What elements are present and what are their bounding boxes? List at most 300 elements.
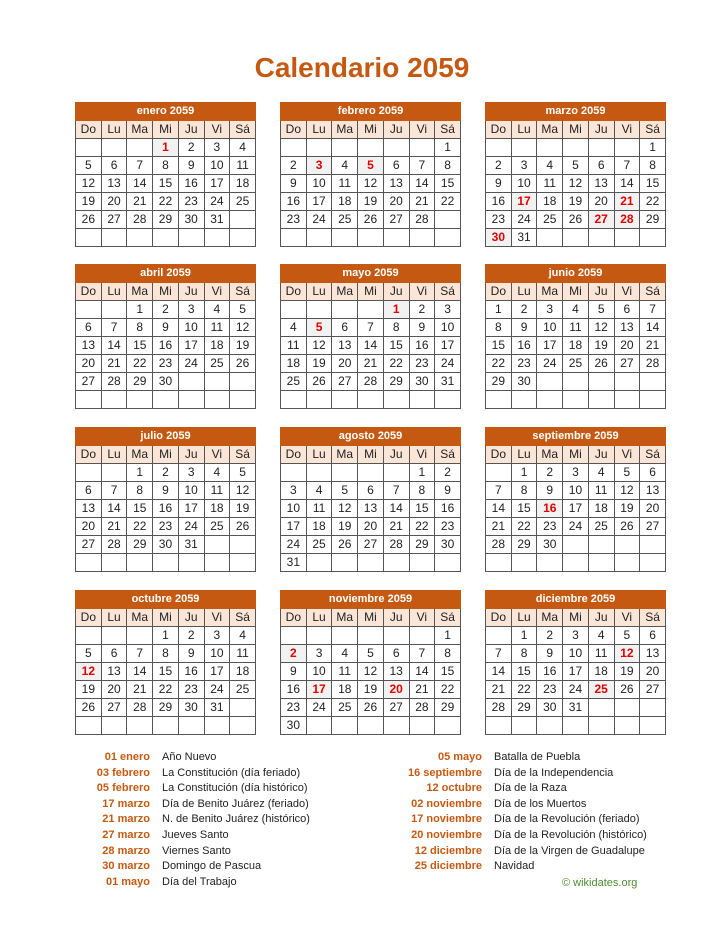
day-cell: 5: [306, 319, 332, 337]
weekday-header: Sá: [435, 446, 461, 464]
day-cell: 20: [640, 500, 666, 518]
day-cell: 25: [563, 355, 589, 373]
weekday-header: Do: [486, 283, 512, 301]
day-cell: 15: [153, 663, 179, 681]
day-cell: 22: [486, 355, 512, 373]
day-cell: [230, 717, 256, 735]
day-cell: 25: [230, 681, 256, 699]
day-cell: 5: [230, 301, 256, 319]
day-cell: 25: [281, 373, 307, 391]
month-name: marzo 2059: [486, 103, 666, 121]
weekday-header: Ma: [537, 609, 563, 627]
day-cell: [281, 139, 307, 157]
day-cell: [486, 627, 512, 645]
day-cell: 30: [537, 699, 563, 717]
day-cell: 20: [76, 518, 102, 536]
day-cell: 9: [281, 175, 307, 193]
day-cell: 16: [537, 663, 563, 681]
day-cell: 4: [230, 139, 256, 157]
day-cell: 4: [332, 157, 358, 175]
day-cell: 20: [614, 337, 640, 355]
day-cell: 1: [511, 627, 537, 645]
day-cell: [281, 301, 307, 319]
day-cell: 11: [204, 482, 230, 500]
day-cell: 27: [101, 699, 127, 717]
day-cell: 3: [204, 627, 230, 645]
day-cell: 12: [358, 663, 384, 681]
month-calendar: [75, 590, 256, 735]
day-cell: 3: [178, 301, 204, 319]
day-cell: 27: [614, 355, 640, 373]
day-cell: 1: [153, 139, 179, 157]
day-cell: 25: [204, 518, 230, 536]
day-cell: 10: [204, 645, 230, 663]
day-cell: 13: [383, 175, 409, 193]
weekday-header: Vi: [409, 283, 435, 301]
weekday-header: Ma: [332, 446, 358, 464]
day-cell: 22: [409, 518, 435, 536]
day-cell: 16: [281, 193, 307, 211]
day-cell: 16: [511, 337, 537, 355]
holiday-date: 01 mayo: [105, 875, 150, 888]
day-cell: [204, 717, 230, 735]
day-cell: 28: [127, 699, 153, 717]
day-cell: 29: [153, 211, 179, 229]
day-cell: 4: [563, 301, 589, 319]
day-cell: [614, 554, 640, 572]
day-cell: 30: [511, 373, 537, 391]
day-cell: 31: [511, 229, 537, 247]
month-name: abril 2059: [76, 265, 256, 283]
month-name: agosto 2059: [281, 428, 461, 446]
day-cell: [588, 139, 614, 157]
day-cell: [127, 229, 153, 247]
day-cell: [101, 554, 127, 572]
day-cell: 14: [409, 663, 435, 681]
holiday-name: Año Nuevo: [162, 751, 217, 763]
day-cell: [76, 627, 102, 645]
day-cell: 3: [563, 464, 589, 482]
day-cell: 8: [511, 645, 537, 663]
day-cell: [76, 391, 102, 409]
day-cell: 6: [588, 157, 614, 175]
day-cell: 21: [358, 355, 384, 373]
day-cell: [153, 229, 179, 247]
day-cell: 3: [281, 482, 307, 500]
holiday-date: 20 noviembre: [411, 828, 482, 841]
weekday-header: Lu: [101, 446, 127, 464]
day-cell: 1: [127, 301, 153, 319]
day-cell: 12: [230, 319, 256, 337]
day-cell: 15: [153, 175, 179, 193]
weekday-header: Lu: [511, 609, 537, 627]
day-cell: 28: [614, 211, 640, 229]
day-cell: 13: [640, 645, 666, 663]
day-cell: 5: [76, 157, 102, 175]
day-cell: 24: [178, 518, 204, 536]
weekday-header: Lu: [511, 121, 537, 139]
day-cell: 18: [230, 175, 256, 193]
day-cell: [409, 391, 435, 409]
day-cell: [281, 627, 307, 645]
weekday-header: Ma: [127, 609, 153, 627]
day-cell: [435, 211, 461, 229]
day-cell: [306, 627, 332, 645]
day-cell: [486, 554, 512, 572]
day-cell: [435, 554, 461, 572]
day-cell: 9: [486, 175, 512, 193]
day-cell: 1: [435, 139, 461, 157]
holiday-name: La Constitución (día histórico): [162, 782, 308, 795]
day-cell: [101, 627, 127, 645]
day-cell: 9: [537, 482, 563, 500]
day-cell: 6: [383, 645, 409, 663]
day-cell: [640, 536, 666, 554]
day-cell: 17: [511, 193, 537, 211]
holiday-name: Día de la Raza: [494, 782, 567, 795]
day-cell: 12: [614, 645, 640, 663]
day-cell: 3: [306, 157, 332, 175]
day-cell: 14: [486, 663, 512, 681]
day-cell: [563, 536, 589, 554]
day-cell: 24: [281, 536, 307, 554]
day-cell: [640, 699, 666, 717]
day-cell: [332, 554, 358, 572]
day-cell: 5: [563, 157, 589, 175]
day-cell: 24: [563, 681, 589, 699]
day-cell: [358, 229, 384, 247]
day-cell: 12: [332, 500, 358, 518]
weekday-header: Ma: [127, 283, 153, 301]
month-name: noviembre 2059: [281, 591, 461, 609]
day-cell: 27: [76, 373, 102, 391]
weekday-header: Ma: [537, 121, 563, 139]
day-cell: 23: [537, 518, 563, 536]
weekday-header: Ma: [127, 446, 153, 464]
day-cell: [332, 717, 358, 735]
day-cell: 17: [435, 337, 461, 355]
day-cell: 31: [435, 373, 461, 391]
weekday-header: Mi: [563, 609, 589, 627]
holiday-date: 28 marzo: [102, 844, 150, 857]
weekday-header: Mi: [563, 283, 589, 301]
day-cell: 25: [332, 699, 358, 717]
day-cell: 8: [486, 319, 512, 337]
day-cell: [409, 139, 435, 157]
day-cell: 14: [409, 175, 435, 193]
day-cell: 8: [640, 157, 666, 175]
day-cell: 26: [614, 681, 640, 699]
day-cell: 16: [178, 175, 204, 193]
day-cell: [383, 717, 409, 735]
day-cell: [306, 464, 332, 482]
day-cell: 20: [358, 518, 384, 536]
weekday-header: Lu: [511, 283, 537, 301]
day-cell: 13: [588, 175, 614, 193]
day-cell: [281, 464, 307, 482]
day-cell: [511, 139, 537, 157]
day-cell: [178, 373, 204, 391]
day-cell: 27: [101, 211, 127, 229]
day-cell: 28: [409, 211, 435, 229]
holiday-date: 01 enero: [104, 751, 150, 763]
day-cell: 9: [153, 482, 179, 500]
day-cell: 20: [101, 681, 127, 699]
day-cell: 27: [588, 211, 614, 229]
day-cell: 13: [358, 500, 384, 518]
holiday-name: Navidad: [494, 860, 535, 873]
day-cell: 19: [358, 193, 384, 211]
day-cell: 24: [204, 193, 230, 211]
day-cell: 28: [383, 536, 409, 554]
holiday-name: Día de la Independencia: [494, 766, 614, 779]
day-cell: 7: [486, 482, 512, 500]
day-cell: 6: [101, 157, 127, 175]
weekday-header: Do: [76, 609, 102, 627]
day-cell: 6: [383, 157, 409, 175]
day-cell: 26: [563, 211, 589, 229]
weekday-header: Do: [76, 121, 102, 139]
day-cell: [76, 139, 102, 157]
day-cell: 30: [178, 211, 204, 229]
day-cell: [614, 391, 640, 409]
day-cell: [563, 391, 589, 409]
day-cell: [409, 229, 435, 247]
holiday-name: Día de la Virgen de Guadalupe: [494, 844, 645, 857]
day-cell: 4: [306, 482, 332, 500]
day-cell: 8: [383, 319, 409, 337]
day-cell: 3: [537, 301, 563, 319]
day-cell: 28: [486, 699, 512, 717]
day-cell: 25: [588, 681, 614, 699]
day-cell: 18: [563, 337, 589, 355]
day-cell: 20: [332, 355, 358, 373]
day-cell: 18: [204, 337, 230, 355]
day-cell: 18: [230, 663, 256, 681]
day-cell: [230, 229, 256, 247]
day-cell: 4: [281, 319, 307, 337]
weekday-header: Mi: [563, 121, 589, 139]
month-name: julio 2059: [76, 428, 256, 446]
day-cell: 22: [153, 681, 179, 699]
day-cell: 31: [204, 211, 230, 229]
holiday-name: La Constitución (día feriado): [162, 766, 301, 779]
weekday-header: Mi: [358, 609, 384, 627]
day-cell: [640, 391, 666, 409]
month-calendar: [280, 102, 461, 247]
day-cell: [204, 229, 230, 247]
day-cell: 23: [153, 355, 179, 373]
day-cell: 3: [178, 464, 204, 482]
day-cell: 23: [486, 211, 512, 229]
day-cell: 18: [281, 355, 307, 373]
day-cell: 14: [101, 337, 127, 355]
day-cell: 7: [640, 301, 666, 319]
weekday-header: Sá: [230, 283, 256, 301]
day-cell: 11: [563, 319, 589, 337]
day-cell: 6: [101, 645, 127, 663]
day-cell: 20: [640, 663, 666, 681]
day-cell: 12: [588, 319, 614, 337]
day-cell: [409, 554, 435, 572]
day-cell: [511, 717, 537, 735]
day-cell: [614, 536, 640, 554]
month-name: diciembre 2059: [486, 591, 666, 609]
day-cell: 18: [537, 193, 563, 211]
day-cell: 28: [409, 699, 435, 717]
day-cell: 21: [409, 681, 435, 699]
day-cell: [614, 699, 640, 717]
day-cell: [563, 373, 589, 391]
day-cell: 10: [306, 663, 332, 681]
day-cell: 19: [614, 500, 640, 518]
day-cell: 24: [537, 355, 563, 373]
day-cell: 3: [204, 139, 230, 157]
day-cell: 15: [640, 175, 666, 193]
day-cell: 10: [563, 482, 589, 500]
day-cell: 17: [306, 681, 332, 699]
day-cell: [383, 139, 409, 157]
day-cell: 27: [640, 681, 666, 699]
day-cell: 25: [306, 536, 332, 554]
day-cell: 16: [178, 663, 204, 681]
day-cell: [486, 139, 512, 157]
day-cell: [640, 554, 666, 572]
weekday-header: Ma: [332, 121, 358, 139]
day-cell: [281, 229, 307, 247]
day-cell: 22: [435, 193, 461, 211]
day-cell: [306, 717, 332, 735]
day-cell: [563, 229, 589, 247]
day-cell: 6: [76, 482, 102, 500]
day-cell: 20: [383, 681, 409, 699]
day-cell: [588, 717, 614, 735]
day-cell: [563, 717, 589, 735]
day-cell: [640, 229, 666, 247]
day-cell: 1: [486, 301, 512, 319]
weekday-header: Vi: [204, 609, 230, 627]
day-cell: 29: [127, 536, 153, 554]
day-cell: 20: [588, 193, 614, 211]
day-cell: 11: [588, 482, 614, 500]
day-cell: [358, 391, 384, 409]
weekday-header: Lu: [511, 446, 537, 464]
day-cell: 30: [486, 229, 512, 247]
day-cell: [204, 536, 230, 554]
day-cell: 1: [640, 139, 666, 157]
day-cell: 15: [127, 500, 153, 518]
holiday-name: Viernes Santo: [162, 844, 231, 857]
day-cell: 10: [178, 319, 204, 337]
weekday-header: Sá: [640, 446, 666, 464]
day-cell: 13: [614, 319, 640, 337]
day-cell: 1: [153, 627, 179, 645]
day-cell: 21: [486, 681, 512, 699]
day-cell: 11: [230, 645, 256, 663]
day-cell: 17: [178, 337, 204, 355]
day-cell: 27: [383, 211, 409, 229]
day-cell: 9: [153, 319, 179, 337]
day-cell: 11: [230, 157, 256, 175]
day-cell: 19: [230, 500, 256, 518]
day-cell: [230, 391, 256, 409]
day-cell: 9: [409, 319, 435, 337]
day-cell: 12: [306, 337, 332, 355]
weekday-header: Ju: [383, 121, 409, 139]
day-cell: 9: [178, 157, 204, 175]
day-cell: 2: [178, 139, 204, 157]
day-cell: [230, 373, 256, 391]
day-cell: 29: [153, 699, 179, 717]
day-cell: 31: [204, 699, 230, 717]
day-cell: [332, 464, 358, 482]
day-cell: 1: [435, 627, 461, 645]
day-cell: 2: [281, 157, 307, 175]
weekday-header: Sá: [640, 283, 666, 301]
day-cell: 31: [563, 699, 589, 717]
weekday-header: Do: [281, 609, 307, 627]
day-cell: 10: [537, 319, 563, 337]
holiday-date: 17 noviembre: [411, 813, 482, 826]
day-cell: 21: [101, 355, 127, 373]
day-cell: 23: [537, 681, 563, 699]
day-cell: 26: [230, 355, 256, 373]
weekday-header: Mi: [358, 446, 384, 464]
month-calendar: [485, 590, 666, 735]
day-cell: [76, 717, 102, 735]
day-cell: 16: [281, 681, 307, 699]
day-cell: 2: [281, 645, 307, 663]
day-cell: 24: [204, 681, 230, 699]
day-cell: 18: [332, 193, 358, 211]
month-name: septiembre 2059: [486, 428, 666, 446]
weekday-header: Sá: [640, 121, 666, 139]
day-cell: 10: [281, 500, 307, 518]
day-cell: 29: [409, 536, 435, 554]
day-cell: 15: [511, 500, 537, 518]
weekday-header: Mi: [153, 283, 179, 301]
day-cell: 19: [306, 355, 332, 373]
day-cell: 17: [204, 663, 230, 681]
weekday-header: Sá: [435, 121, 461, 139]
day-cell: [332, 627, 358, 645]
day-cell: [383, 464, 409, 482]
day-cell: 26: [358, 211, 384, 229]
day-cell: 3: [511, 157, 537, 175]
day-cell: 4: [230, 627, 256, 645]
day-cell: 6: [76, 319, 102, 337]
day-cell: 5: [76, 645, 102, 663]
day-cell: 12: [230, 482, 256, 500]
day-cell: [281, 391, 307, 409]
day-cell: [486, 717, 512, 735]
day-cell: 13: [101, 175, 127, 193]
day-cell: 17: [178, 500, 204, 518]
day-cell: 31: [281, 554, 307, 572]
day-cell: 21: [640, 337, 666, 355]
day-cell: [76, 229, 102, 247]
day-cell: 15: [435, 663, 461, 681]
day-cell: 13: [76, 337, 102, 355]
day-cell: 25: [204, 355, 230, 373]
day-cell: 16: [153, 500, 179, 518]
weekday-header: Lu: [306, 283, 332, 301]
day-cell: [332, 229, 358, 247]
day-cell: 23: [409, 355, 435, 373]
day-cell: 3: [306, 645, 332, 663]
day-cell: 23: [281, 211, 307, 229]
day-cell: [178, 717, 204, 735]
